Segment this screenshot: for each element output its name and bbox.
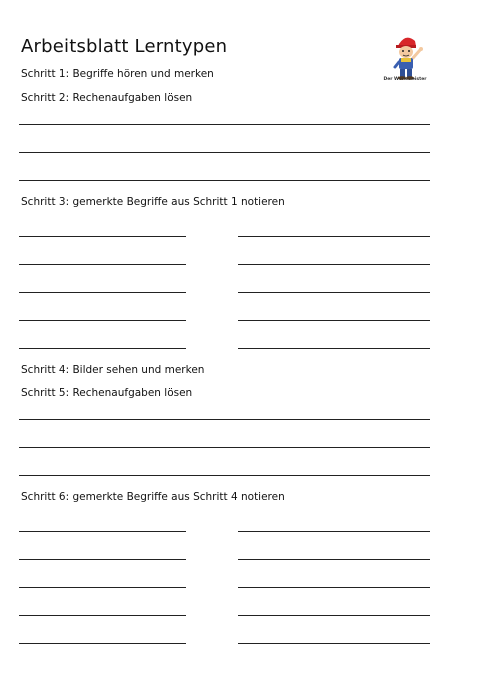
step-5-label: Schritt 5: Rechenaufgaben lösen	[21, 387, 193, 399]
answer-line-left[interactable]	[19, 264, 186, 265]
answer-line-right[interactable]	[238, 587, 430, 588]
answer-line-left[interactable]	[19, 559, 186, 560]
step-2-label: Schritt 2: Rechenaufgaben lösen	[21, 92, 193, 104]
answer-line[interactable]	[19, 419, 430, 420]
answer-line-left[interactable]	[19, 320, 186, 321]
answer-line-left[interactable]	[19, 587, 186, 588]
step-1-label: Schritt 1: Begriffe hören und merken	[21, 68, 214, 80]
answer-line-right[interactable]	[238, 559, 430, 560]
answer-line-left[interactable]	[19, 292, 186, 293]
answer-line[interactable]	[19, 447, 430, 448]
answer-line[interactable]	[19, 152, 430, 153]
answer-line-right[interactable]	[238, 236, 430, 237]
answer-line-left[interactable]	[19, 236, 186, 237]
answer-line-right[interactable]	[238, 615, 430, 616]
answer-line[interactable]	[19, 475, 430, 476]
answer-line-right[interactable]	[238, 348, 430, 349]
answer-line-right[interactable]	[238, 292, 430, 293]
page-title: Arbeitsblatt Lerntypen	[21, 36, 228, 57]
step-3-label: Schritt 3: gemerkte Begriffe aus Schritt 1 notieren	[21, 196, 285, 208]
logo-caption: Der Werkmeister	[383, 77, 427, 82]
answer-line-left[interactable]	[19, 643, 186, 644]
step-6-label: Schritt 6: gemerkte Begriffe aus Schritt 4 notieren	[21, 491, 285, 503]
step-4-label: Schritt 4: Bilder sehen und merken	[21, 364, 205, 376]
answer-line[interactable]	[19, 180, 430, 181]
answer-line-right[interactable]	[238, 643, 430, 644]
answer-line-right[interactable]	[238, 264, 430, 265]
answer-line-left[interactable]	[19, 348, 186, 349]
answer-line[interactable]	[19, 124, 430, 125]
answer-line-right[interactable]	[238, 320, 430, 321]
answer-line-left[interactable]	[19, 531, 186, 532]
answer-line-right[interactable]	[238, 531, 430, 532]
answer-line-left[interactable]	[19, 615, 186, 616]
